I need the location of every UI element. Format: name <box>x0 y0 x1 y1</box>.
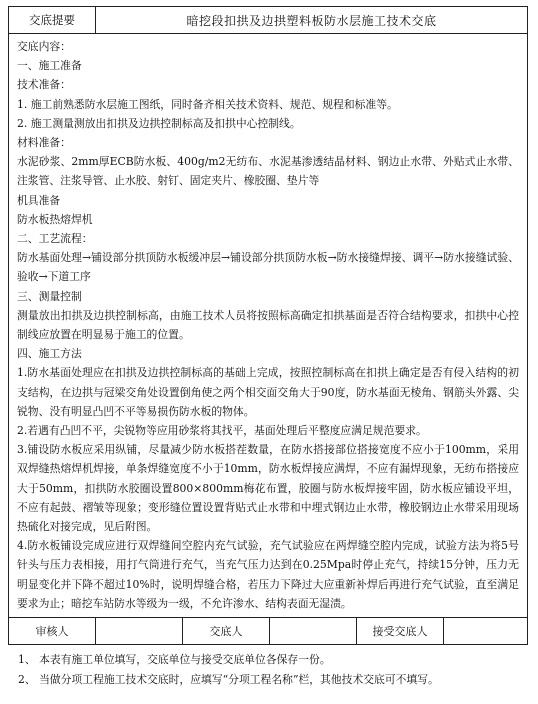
receiver-signature-cell[interactable] <box>444 618 527 644</box>
signature-row <box>9 618 527 644</box>
process-flow-text: 防水基面处理→铺设部分拱顶防水板缓冲层→铺设部分拱顶防水板→防水接缝焊接、调平→防水接缝试验、验收→下道工序 <box>17 251 519 284</box>
subheading-equipment: 机具准备 <box>17 193 61 207</box>
form-header <box>9 7 527 34</box>
reviewer-label: 审核人 <box>9 618 96 644</box>
method-item-4: 4.防水板铺设完成应进行双焊缝间空腔内充气试验，充气试验应在两焊缝空腔内完成，试验方法为将5号针头与压力表相接，用打气筒进行充气，当充气压力达到在0.25Mpa时停止充气，持续15分钟，压力无明显变化并下降不超过10%时，说明焊缝合格，若压力下降过大应重新补焊后再进行充气试验，直至满足要求为止；暗挖车站防水等级为一级，不允许渗水、结构表面无湿渍。 <box>17 539 519 610</box>
discloser-signature-cell[interactable] <box>270 618 357 644</box>
content-intro: 交底内容： <box>17 40 71 53</box>
footnote-1: 1、 本表有施工单位填写，交底单位与接受交底单位各保存一份。 <box>18 653 331 666</box>
method-item-3: 3.铺设防水板应采用纵铺，尽量减少防水板搭茬数量，在防水搭接部位搭接宽度不应小于100mm，采用双焊缝热熔焊机焊接，单条焊缝宽度不小于10mm，防水板焊接应满焊，不应有漏焊现象，无纺布搭接应大于50mm，扣拱防水胶圈设置800×800mm梅花布置，胶圈与防水板焊接牢固，防水板应铺设平坦，不应有起鼓、褶皱等现象；变形缝位置设置背贴式止水带和中埋式钢边止水带，橡胶钢边止水带采用现场热硫化对接完成，见后附图。 <box>17 443 519 534</box>
receiver-label: 接受交底人 <box>357 618 444 644</box>
technical-item-1: 1. 施工前熟悉防水层施工图纸，同时备齐相关技术资料、规范、规程和标准等。 <box>17 97 398 111</box>
footnotes <box>18 650 524 690</box>
survey-text: 测量放出扣拱及边拱控制标高，由施工技术人员将按照标高确定扣拱基面是否符合结构要求，扣拱中心控制线应放置在明显易于施工的位置。 <box>17 308 519 342</box>
section-heading-preparation: 一、施工准备 <box>17 59 82 73</box>
reviewer-signature-cell[interactable] <box>96 618 183 644</box>
technical-item-2: 2. 施工测量测放出扣拱及边拱控制标高及扣拱中心控制线。 <box>17 116 301 130</box>
subheading-technical: 技术准备： <box>17 78 71 92</box>
section-heading-process: 二、工艺流程： <box>17 232 93 246</box>
section-heading-method: 四、施工方法 <box>17 347 82 361</box>
footnote-2: 2、 当做分项工程施工技术交底时，应填写“分项工程名称”栏，其他技术交底可不填写。 <box>18 673 439 686</box>
method-item-1: 1.防水基面处理应在扣拱及边拱控制标高的基础上完成，按照控制标高在扣拱上确定是否有侵入结构的初支结构，在边拱与冠梁交角处设置倒角使之两个相交面交角大于90度，防水基面无棱角、钢筋头外露、尖锐物、没有明显凸凹不平等易损伤防水板的物体。 <box>17 366 519 418</box>
materials-text: 水泥砂浆、2mm厚ECB防水板、400g/m2无纺布、水泥基渗透结晶材料、钢边止水带、外贴式止水带、注浆管、注浆导管、止水胶、射钉、固定夹片、橡胶圈、垫片等 <box>17 155 519 188</box>
disclosure-content <box>9 34 527 618</box>
subheading-materials: 材料准备： <box>17 136 71 150</box>
header-label: 交底提要 <box>9 7 96 33</box>
discloser-label: 交底人 <box>183 618 270 644</box>
equipment-text: 防水板热熔焊机 <box>17 212 93 226</box>
section-heading-survey: 三、测量控制 <box>17 289 82 303</box>
document-title: 暗挖段扣拱及边拱塑料板防水层施工技术交底 <box>186 13 437 28</box>
disclosure-form <box>8 6 528 645</box>
method-item-2: 2.若遇有凸凹不平，尖锐物等应用砂浆将其找平，基面处理后平整度应满足规范要求。 <box>17 424 427 438</box>
